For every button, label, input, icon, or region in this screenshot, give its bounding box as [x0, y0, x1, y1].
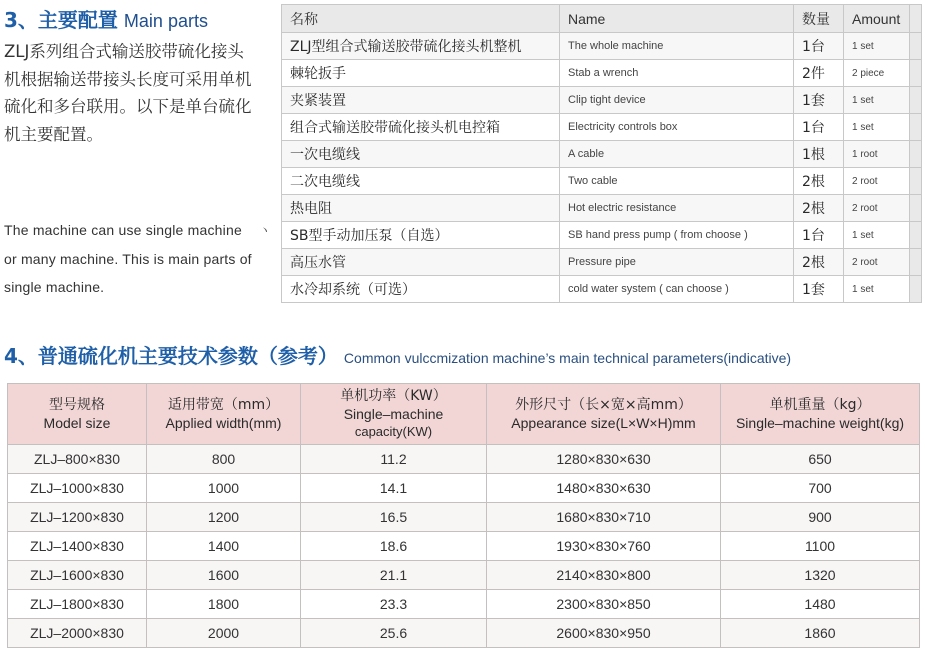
params-cell: 2000 — [147, 619, 301, 648]
params-cell: ZLJ–1200×830 — [8, 503, 147, 532]
parts-header-cn-name: 名称 — [282, 5, 560, 33]
parts-cell-qty: 1套 — [794, 276, 844, 303]
params-cell: ZLJ–1800×830 — [8, 590, 147, 619]
params-cell: ZLJ–800×830 — [8, 445, 147, 474]
section-4-heading — [4, 340, 791, 369]
parts-header-row — [282, 5, 922, 33]
parts-cell-amount: 2 root — [844, 195, 910, 222]
params-cell: 1280×830×630 — [487, 445, 721, 474]
parts-cell-amount: 1 root — [844, 141, 910, 168]
parts-row — [282, 87, 922, 114]
parts-cell-en: A cable — [560, 141, 794, 168]
params-cell: 1930×830×760 — [487, 532, 721, 561]
parts-cell-en: SB hand press pump ( from choose ) — [560, 222, 794, 249]
parts-edge — [910, 195, 922, 222]
parts-cell-cn: 一次电缆线 — [282, 141, 560, 168]
parts-edge — [910, 249, 922, 276]
params-header-cell — [721, 384, 920, 445]
parts-cell-qty: 2根 — [794, 168, 844, 195]
parts-cell-cn: 组合式输送胶带硫化接头机电控箱 — [282, 114, 560, 141]
parts-cell-cn: 水冷却系统（可选） — [282, 276, 560, 303]
parts-row — [282, 168, 922, 195]
params-cell: 700 — [721, 474, 920, 503]
params-cell: 14.1 — [301, 474, 487, 503]
technical-parameters-table — [7, 383, 920, 648]
parts-cell-cn: 二次电缆线 — [282, 168, 560, 195]
parts-cell-en: Clip tight device — [560, 87, 794, 114]
params-row — [8, 474, 920, 503]
params-cell: 25.6 — [301, 619, 487, 648]
params-header-en: Model size — [43, 415, 111, 431]
tick-mark: ヽ — [259, 223, 272, 237]
parts-cell-en: Two cable — [560, 168, 794, 195]
parts-cell-amount: 1 set — [844, 33, 910, 60]
params-cell: 18.6 — [301, 532, 487, 561]
parts-row — [282, 249, 922, 276]
params-header-cn: 单机重量（kg） — [769, 397, 871, 413]
params-cell: 1800 — [147, 590, 301, 619]
parts-cell-qty: 2根 — [794, 195, 844, 222]
parts-cell-cn: ZLJ型组合式输送胶带硫化接头机整机 — [282, 33, 560, 60]
parts-cell-qty: 1台 — [794, 33, 844, 60]
parts-cell-amount: 2 piece — [844, 60, 910, 87]
params-cell: 1480 — [721, 590, 920, 619]
params-cell: 2300×830×850 — [487, 590, 721, 619]
parts-cell-amount: 1 set — [844, 276, 910, 303]
params-cell: 2600×830×950 — [487, 619, 721, 648]
parts-edge — [910, 222, 922, 249]
intro-text-en: The machine can use single machine or many machine. This is main parts of single machine. — [4, 222, 252, 295]
params-header-cn: 型号规格 — [49, 397, 105, 413]
params-header-cell — [147, 384, 301, 445]
params-header-cn: 适用带宽（mm） — [167, 397, 280, 413]
params-header-row — [8, 384, 920, 445]
params-row — [8, 590, 920, 619]
params-cell: 23.3 — [301, 590, 487, 619]
params-cell: 1680×830×710 — [487, 503, 721, 532]
parts-cell-cn: 夹紧装置 — [282, 87, 560, 114]
params-cell: 900 — [721, 503, 920, 532]
params-cell: 1200 — [147, 503, 301, 532]
params-header-en2: capacity(KW) — [354, 424, 433, 439]
parts-cell-en: The whole machine — [560, 33, 794, 60]
parts-cell-en: Stab a wrench — [560, 60, 794, 87]
parts-cell-cn: SB型手动加压泵（自选） — [282, 222, 560, 249]
parts-row — [282, 33, 922, 60]
parts-edge — [910, 141, 922, 168]
parts-cell-qty: 1套 — [794, 87, 844, 114]
parts-cell-amount: 2 root — [844, 249, 910, 276]
params-cell: 21.1 — [301, 561, 487, 590]
params-row — [8, 503, 920, 532]
params-cell: ZLJ–1400×830 — [8, 532, 147, 561]
parts-cell-amount: 1 set — [844, 222, 910, 249]
params-cell: 16.5 — [301, 503, 487, 532]
parts-cell-en: Pressure pipe — [560, 249, 794, 276]
parts-row — [282, 141, 922, 168]
params-header-cn: 单机功率（KW） — [340, 388, 447, 404]
parts-cell-qty: 2根 — [794, 249, 844, 276]
params-header-en: Single–machine — [343, 406, 444, 422]
intro-text-cn: ZLJ系列组合式输送胶带硫化接头机根据输送带接头长度可采用单机硫化和多台联用。以下是单台硫化机主要配置。 — [4, 42, 252, 144]
params-row — [8, 445, 920, 474]
parts-edge — [910, 5, 922, 33]
params-header-en: Single–machine weight(kg) — [735, 415, 905, 431]
params-cell: 800 — [147, 445, 301, 474]
params-cell: ZLJ–1000×830 — [8, 474, 147, 503]
parts-cell-cn: 热电阻 — [282, 195, 560, 222]
params-header-cn: 外形尺寸（长×宽×高mm） — [515, 397, 692, 413]
parts-row — [282, 60, 922, 87]
params-header-cell — [487, 384, 721, 445]
params-cell: ZLJ–2000×830 — [8, 619, 147, 648]
parts-cell-cn: 高压水管 — [282, 249, 560, 276]
params-row — [8, 561, 920, 590]
parts-cell-amount: 1 set — [844, 114, 910, 141]
params-cell: 2140×830×800 — [487, 561, 721, 590]
parts-cell-en: cold water system ( can choose ) — [560, 276, 794, 303]
params-row — [8, 619, 920, 648]
parts-cell-amount: 2 root — [844, 168, 910, 195]
params-cell: 1860 — [721, 619, 920, 648]
params-cell: 1480×830×630 — [487, 474, 721, 503]
parts-row — [282, 114, 922, 141]
parts-header-qty: 数量 — [794, 5, 844, 33]
parts-edge — [910, 276, 922, 303]
section-3-title-cn: 3、主要配置 — [4, 8, 118, 32]
parts-cell-cn: 棘轮扳手 — [282, 60, 560, 87]
parts-edge — [910, 33, 922, 60]
parts-row — [282, 276, 922, 303]
parts-cell-en: Electricity controls box — [560, 114, 794, 141]
parts-edge — [910, 87, 922, 114]
params-cell: 1100 — [721, 532, 920, 561]
parts-edge — [910, 114, 922, 141]
section-4-title-en: Common vulccmization machine’s main technical parameters(indicative) — [343, 350, 792, 366]
params-cell: 650 — [721, 445, 920, 474]
params-row — [8, 532, 920, 561]
parts-cell-qty: 1根 — [794, 141, 844, 168]
section-3-heading — [4, 4, 208, 33]
params-cell: 1600 — [147, 561, 301, 590]
parts-row — [282, 222, 922, 249]
parts-cell-en: Hot electric resistance — [560, 195, 794, 222]
params-cell: 1400 — [147, 532, 301, 561]
params-header-en: Applied width(mm) — [165, 415, 282, 431]
params-cell: 1000 — [147, 474, 301, 503]
parts-edge — [910, 168, 922, 195]
parts-cell-amount: 1 set — [844, 87, 910, 114]
params-cell: 1320 — [721, 561, 920, 590]
parts-header-en-name: Name — [560, 5, 794, 33]
parts-cell-qty: 1台 — [794, 114, 844, 141]
params-cell: ZLJ–1600×830 — [8, 561, 147, 590]
parts-header-amount: Amount — [844, 5, 910, 33]
params-header-cell — [8, 384, 147, 445]
params-header-cell — [301, 384, 487, 445]
params-cell: 11.2 — [301, 445, 487, 474]
parts-cell-qty: 1台 — [794, 222, 844, 249]
parts-cell-qty: 2件 — [794, 60, 844, 87]
section-3-title-en: Main parts — [123, 11, 208, 31]
section-4-title-cn: 4、普通硫化机主要技术参数（参考） — [4, 344, 338, 368]
main-parts-table — [281, 4, 922, 303]
parts-edge — [910, 60, 922, 87]
params-header-en: Appearance size(L×W×H)mm — [511, 415, 696, 431]
parts-row — [282, 195, 922, 222]
